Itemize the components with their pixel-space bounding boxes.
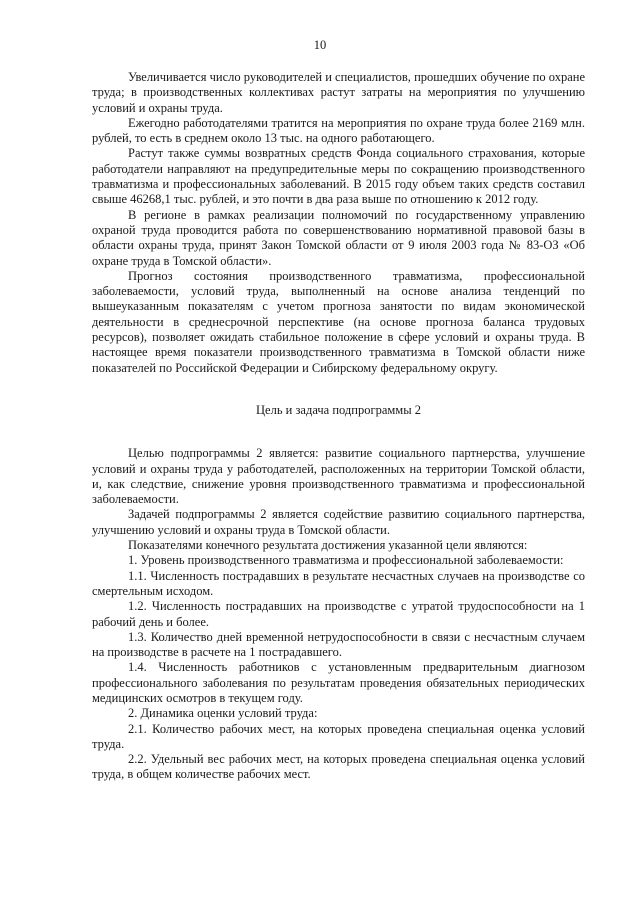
paragraph-employer-spending: Ежегодно работодателями тратится на мероприятия по охране труда более 2169 млн. рублей, то есть в среднем около 13 тыс. на одного работающего.: [92, 115, 585, 146]
section-heading: Цель и задача подпрограммы 2: [256, 402, 421, 417]
list-item-2: 2. Динамика оценки условий труда:: [128, 706, 318, 721]
paragraph-forecast: Прогноз состояния производственного травматизма, профессиональной заболеваемости, условий труда, выполненный на основе анализа тенденций по вышеуказанным показателям с учетом прогноза занятости по видам экономической деятельности в среднесрочной перспективе (на основе прогноза баланса трудовых ресурсов), позволяет ожидать стабильное положение в сфере условий и охраны труда. В настоящее время показатели производственного травматизма в Томской области ниже показателей по Российской Федерации и Сибирскому федеральному округу.: [92, 268, 585, 375]
document-body: [92, 70, 585, 783]
list-item-1-2: 1.2. Численность пострадавших на производстве с утратой трудоспособности на 1 рабочий день и более.: [92, 599, 585, 629]
paragraph-task: Задачей подпрограммы 2 является содействие развитию социального партнерства, улучшению условий и охраны труда в Томской области.: [92, 507, 585, 537]
paragraph-social-insurance-fund: Растут также суммы возвратных средств Фонда социального страхования, которые работодатели направляют на предупредительные меры по сокращению производственного травматизма и профессиональных заболеваний. В 2015 году объем таких средств составил свыше 46268,1 тыс. рублей, и это почти в два раза выше по отношению к 2012 году.: [92, 146, 585, 207]
list-item-2-1: 2.1. Количество рабочих мест, на которых проведена специальная оценка условий труда.: [92, 721, 585, 751]
list-item-2-2: 2.2. Удельный вес рабочих мест, на которых проведена специальная оценка условий труда, в общем количестве рабочих мест.: [92, 752, 585, 782]
list-item-1-4: 1.4. Численность работников с установленным предварительным диагнозом профессионального заболевания по результатам проведения обязательных периодических медицинских осмотров в текущем году.: [92, 660, 585, 705]
list-item-1-3: 1.3. Количество дней временной нетрудоспособности в связи с несчастным случаем на производстве в расчете на 1 пострадавшего.: [92, 629, 585, 660]
paragraph-regional-law: В регионе в рамках реализации полномочий по государственному управлению охраной труда проводится работа по совершенствованию нормативной правовой базы в области охраны труда, принят Закон Томской области от 9 июля 2003 года № 83-ОЗ «Об охране труда в Томской области».: [92, 207, 585, 268]
page-number: 10: [313, 38, 327, 52]
list-item-1: 1. Уровень производственного травматизма и профессиональной заболеваемости:: [128, 553, 564, 568]
paragraph-goal: Целью подпрограммы 2 является: развитие социального партнерства, улучшение условий и охраны труда у работодателей, расположенных на территории Томской области, и, как следствие, снижение уровня производственного травматизма и профессиональной заболеваемости.: [92, 446, 585, 507]
paragraph-training: Увеличивается число руководителей и специалистов, прошедших обучение по охране труда; в производственных коллективах растут затраты на мероприятия по улучшению условий и охраны труда.: [92, 70, 585, 115]
list-item-1-1: 1.1. Численность пострадавших в результате несчастных случаев на производстве со смертельным исходом.: [92, 568, 585, 598]
paragraph-indicators-intro: Показателями конечного результата достижения указанной цели являются:: [128, 538, 528, 553]
